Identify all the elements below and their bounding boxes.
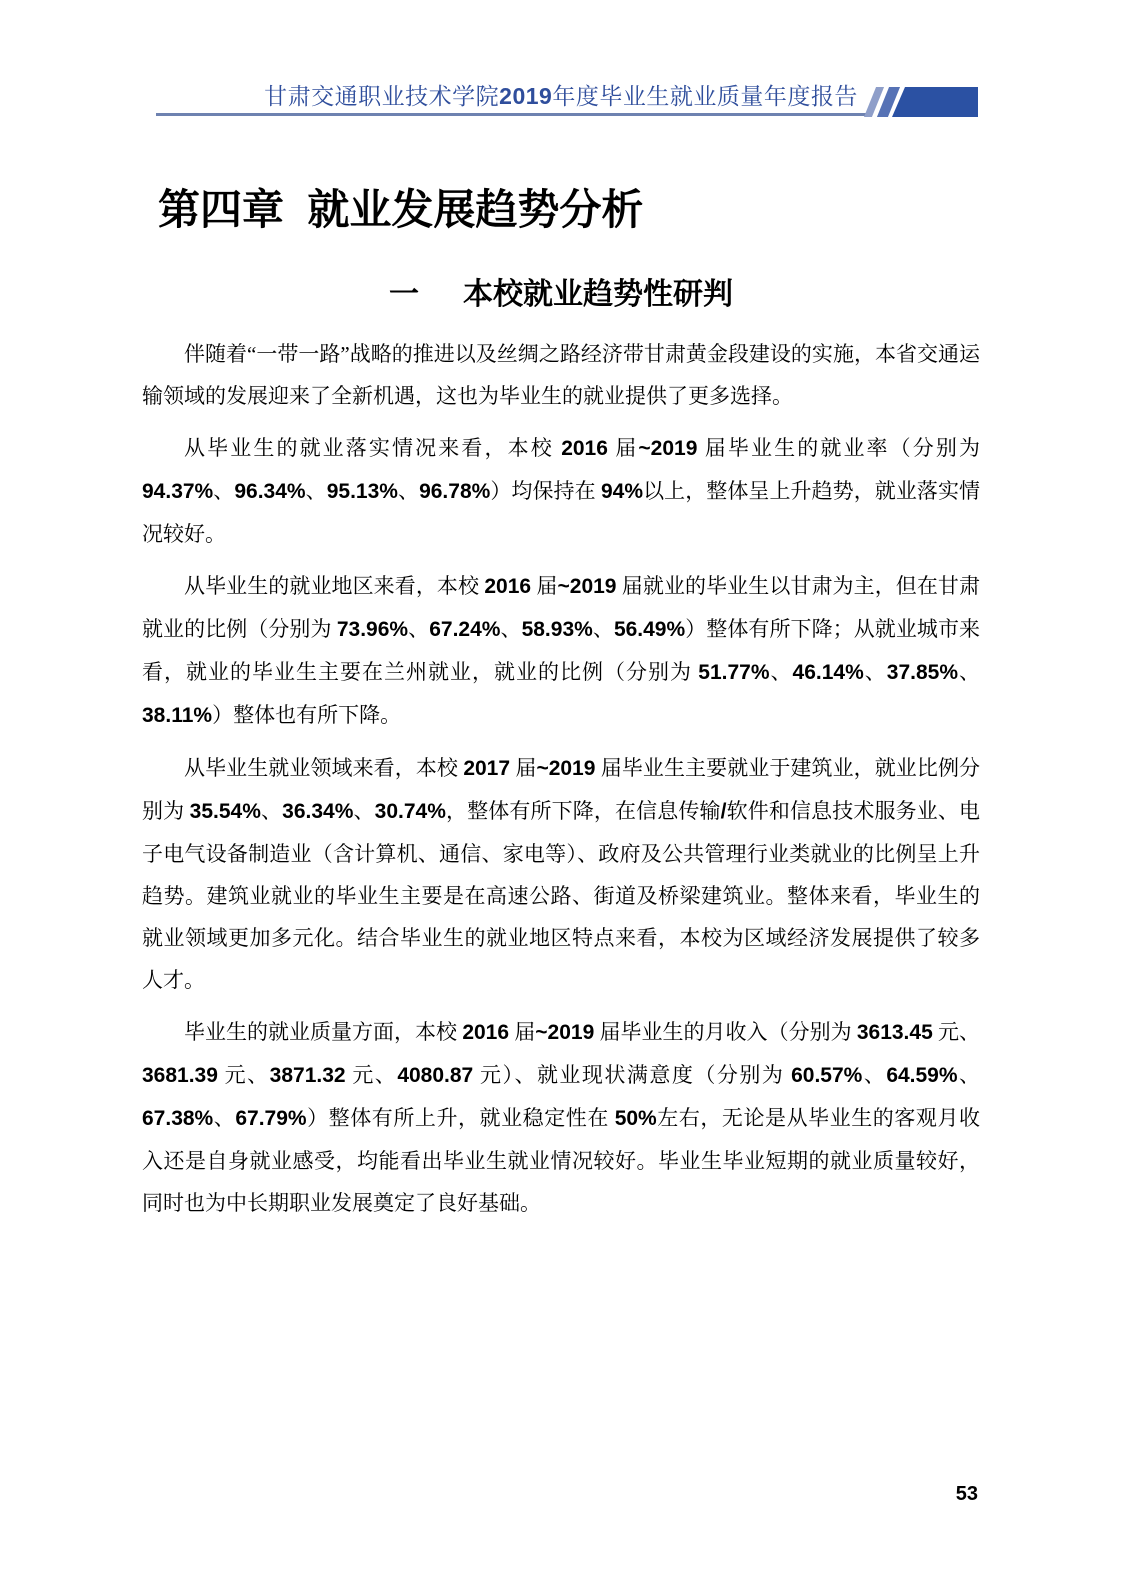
- bold-text-run: /: [720, 800, 727, 823]
- bold-text-run: 95.13%: [326, 480, 398, 503]
- text-run: 毕业生的就业质量方面，本校: [184, 1020, 463, 1044]
- bold-text-run: 2017: [463, 757, 511, 780]
- text-run: 伴随着“一带一路”战略的推进以及丝绸之路经济带甘肃黄金段建设的实施，本省交通运输领域的发展迎来了全新机遇，这也为毕业生的就业提供了更多选择。: [142, 342, 980, 408]
- text-run: 从毕业生的就业地区来看，本校: [184, 574, 485, 598]
- text-run: 左右，无论是从毕业生的客观月收入还是自身就业感受，均能看出毕业生就业情况较好。毕业生毕业短期的就业质量较好，同时也为中长期职业发展奠定了良好基础。: [142, 1106, 981, 1215]
- text-run: 以上，整体呈上升趋势，就业落实情况较好。: [142, 479, 981, 546]
- text-run: 、: [862, 1063, 887, 1087]
- text-run: 元）、就业现状满意度（分别为: [473, 1063, 792, 1087]
- bold-text-run: 64.59%: [886, 1064, 958, 1087]
- text-run: 、: [500, 617, 522, 641]
- text-run: 元、: [345, 1063, 398, 1087]
- text-run: 从毕业生的就业落实情况来看，本校: [184, 436, 562, 460]
- bold-text-run: 30.74%: [374, 800, 446, 823]
- text-run: 届: [531, 574, 558, 598]
- bold-text-run: 67.38%: [142, 1107, 214, 1130]
- page-number: 53: [955, 1483, 978, 1505]
- bold-text-run: 96.78%: [419, 480, 491, 503]
- text-run: 软件和信息技术服务业、电子电气设备制造业（含计算机、通信、家电等）、政府及公共管理行业类就业的比例呈上升趋势。建筑业就业的毕业生主要是在高速公路、街道及桥梁建筑业。整体来看，毕业生的就业领域更加多元化。结合毕业生的就业地区特点来看，本校为区域经济发展提供了较多人才。: [142, 799, 981, 992]
- text-run: 届就业的毕业生以甘肃为主，但在甘肃就业的比例（分别为: [142, 574, 981, 641]
- section-title: 本校就业趋势性研判: [463, 278, 733, 311]
- text-run: 、: [305, 479, 327, 503]
- deco-block-icon: [892, 87, 978, 117]
- bold-text-run: 2019: [499, 83, 553, 109]
- text-run: ）整体有所上升，就业稳定性在: [306, 1106, 615, 1130]
- body-paragraphs: [142, 333, 980, 1224]
- section-heading: [142, 277, 980, 313]
- bold-text-run: 94.37%: [142, 480, 214, 503]
- text-run: 元、: [932, 1020, 981, 1044]
- bold-text-run: 3681.39: [142, 1064, 218, 1087]
- text-run: 届: [510, 756, 537, 780]
- text-run: ）整体也有所下降。: [212, 703, 402, 727]
- text-run: 、: [863, 660, 887, 684]
- text-run: 、: [260, 799, 283, 823]
- text-run: ）均保持在: [490, 479, 601, 503]
- bold-text-run: 38.11%: [142, 704, 213, 727]
- bold-text-run: 3871.32: [269, 1064, 346, 1087]
- bold-text-run: 35.54%: [189, 800, 261, 823]
- paragraph-4: [142, 747, 980, 1001]
- bold-text-run: 51.77%: [698, 661, 770, 684]
- bold-text-run: 37.85%: [886, 661, 959, 684]
- text-run: ）整体有所下降；从就业城市来看，就业的毕业生主要在兰州就业，就业的比例（分别为: [142, 617, 981, 684]
- bold-text-run: 96.34%: [234, 480, 306, 503]
- bold-text-run: 2016: [484, 575, 532, 598]
- header-rule: [156, 113, 868, 116]
- text-run: 届毕业生主要就业于建筑业，就业比例分别为: [142, 756, 981, 823]
- bold-text-run: 2016: [561, 437, 608, 460]
- paragraph-1: [142, 333, 980, 417]
- bold-text-run: 56.49%: [613, 618, 686, 641]
- bold-text-run: 94%: [601, 480, 644, 503]
- text-run: 、: [957, 1063, 981, 1087]
- bold-text-run: 2016: [462, 1021, 510, 1044]
- paragraph-2: [142, 427, 980, 555]
- text-run: 、: [592, 617, 614, 641]
- text-run: 从毕业生就业领域来看，本校: [184, 756, 464, 780]
- bold-text-run: 46.14%: [792, 661, 864, 684]
- text-run: 届毕业生的就业率（分别为: [697, 436, 981, 460]
- paragraph-3: [142, 565, 980, 737]
- text-run: 、: [397, 479, 420, 503]
- text-run: 年度毕业生就业质量年度报告: [552, 84, 858, 109]
- bold-text-run: 60.57%: [791, 1064, 863, 1087]
- bold-text-run: 67.24%: [429, 618, 501, 641]
- text-run: 、: [408, 617, 430, 641]
- bold-text-run: ~2019: [536, 757, 596, 780]
- text-run: 届毕业生的月收入（分别为: [594, 1020, 857, 1044]
- text-run: ，整体有所下降，在信息传输: [445, 799, 721, 823]
- text-run: 届: [509, 1020, 536, 1044]
- header-decoration: [870, 87, 980, 117]
- bold-text-run: 50%: [614, 1107, 657, 1130]
- text-run: 、: [213, 479, 235, 503]
- paragraph-5: [142, 1011, 980, 1224]
- bold-text-run: 73.96%: [336, 618, 409, 641]
- text-run: 甘肃交通职业技术学院: [264, 84, 500, 109]
- bold-text-run: 58.93%: [521, 618, 593, 641]
- bold-text-run: 3613.45: [856, 1021, 933, 1044]
- text-run: 、: [958, 660, 981, 684]
- page-body: [142, 185, 980, 1224]
- bold-text-run: ~2019: [535, 1021, 595, 1044]
- text-run: 、: [213, 1106, 236, 1130]
- bold-text-run: ~2019: [557, 575, 617, 598]
- section-number: 一: [389, 278, 419, 311]
- text-run: 元、: [217, 1063, 270, 1087]
- bold-text-run: 4080.87: [397, 1064, 474, 1087]
- text-run: 、: [769, 660, 793, 684]
- chapter-title: 第四章 就业发展趋势分析: [158, 186, 644, 233]
- text-run: 、: [353, 799, 375, 823]
- bold-text-run: ~2019: [638, 437, 698, 460]
- bold-text-run: 67.79%: [235, 1107, 307, 1130]
- text-run: 届: [607, 436, 639, 460]
- bold-text-run: 36.34%: [282, 800, 354, 823]
